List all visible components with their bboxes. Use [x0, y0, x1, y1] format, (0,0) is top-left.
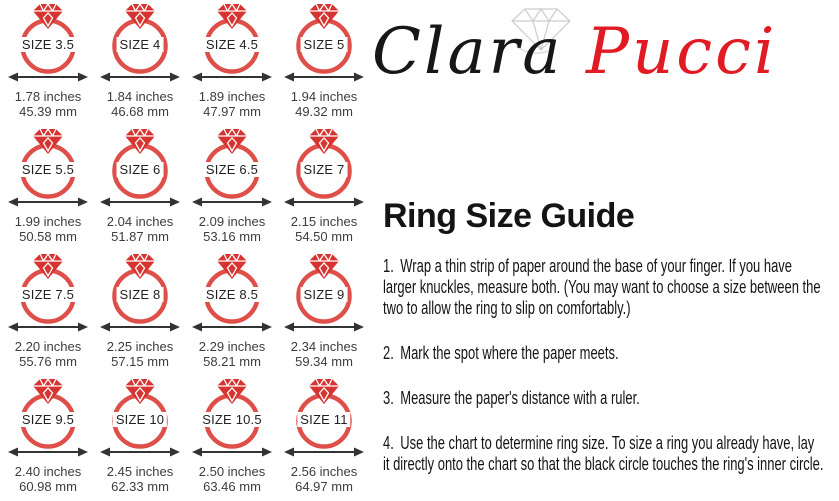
ring-size-cell — [2, 377, 94, 501]
width-arrow-icon — [100, 198, 180, 207]
step-4 — [383, 433, 824, 475]
instructions — [383, 256, 824, 499]
step-4-text: Use the chart to determine ring size. To size a ring you already have, lay it directly onto the chart so that the black circle touches the ring's inner circle. — [383, 433, 824, 474]
ring-grid — [2, 2, 370, 501]
ring-size-cell — [94, 252, 186, 377]
ring-measurements — [107, 339, 174, 369]
ring-inches-value: 2.34 inches — [290, 339, 358, 354]
ring-inches-value: 1.89 inches — [198, 89, 266, 104]
width-arrow-icon — [8, 448, 88, 457]
step-3-text: Measure the paper's distance with a ruler. — [400, 388, 640, 408]
ring-size-label: SIZE 10 — [113, 412, 167, 427]
width-arrow-icon — [192, 198, 272, 207]
ring-size-cell — [2, 127, 94, 252]
ring-illustration — [186, 252, 278, 336]
step-3 — [383, 388, 824, 409]
ring-size-cell — [186, 252, 278, 377]
ring-illustration — [278, 377, 370, 461]
ring-size-cell — [94, 377, 186, 501]
step-2 — [383, 343, 824, 364]
ring-measurements — [15, 339, 82, 369]
ring-measurements — [15, 464, 82, 494]
ring-illustration — [186, 127, 278, 211]
ring-illustration — [2, 252, 94, 336]
ring-mm-value: 57.15 mm — [111, 354, 169, 369]
ring-measurements — [199, 214, 266, 244]
ring-illustration — [2, 127, 94, 211]
ring-size-label: SIZE 8 — [117, 287, 164, 302]
width-arrow-icon — [284, 448, 364, 457]
ring-size-label: SIZE 8.5 — [203, 287, 261, 302]
ring-size-cell — [2, 252, 94, 377]
ring-size-cell — [186, 2, 278, 127]
width-arrow-icon — [192, 448, 272, 457]
ring-mm-value: 62.33 mm — [111, 479, 169, 494]
ring-illustration — [2, 2, 94, 86]
brand-name-clara: Clara — [372, 15, 564, 89]
ring-mm-value: 64.97 mm — [295, 479, 353, 494]
ring-mm-value: 58.21 mm — [203, 354, 261, 369]
ring-mm-value: 45.39 mm — [19, 104, 77, 119]
ring-measurements — [107, 214, 174, 244]
ring-mm-value: 63.46 mm — [203, 479, 261, 494]
ring-mm-value: 54.50 mm — [295, 229, 353, 244]
ring-size-label: SIZE 4.5 — [203, 37, 261, 52]
step-3-number: 3. — [383, 388, 394, 408]
ring-size-cell — [186, 377, 278, 501]
ring-size-label: SIZE 7.5 — [19, 287, 77, 302]
ring-size-label: SIZE 6.5 — [203, 162, 261, 177]
ring-illustration — [94, 377, 186, 461]
width-arrow-icon — [8, 323, 88, 332]
ring-size-cell — [186, 127, 278, 252]
ring-measurements — [199, 339, 266, 369]
ring-size-label: SIZE 5.5 — [19, 162, 77, 177]
ring-size-cell — [94, 2, 186, 127]
step-2-number: 2. — [383, 343, 394, 363]
ring-mm-value: 60.98 mm — [19, 479, 77, 494]
ring-illustration — [94, 127, 186, 211]
ring-mm-value: 47.97 mm — [203, 104, 261, 119]
ring-measurements — [15, 214, 82, 244]
ring-mm-value: 51.87 mm — [111, 229, 169, 244]
ring-size-cell — [278, 2, 370, 127]
ring-measurements — [291, 214, 358, 244]
width-arrow-icon — [284, 73, 364, 82]
ring-inches-value: 2.25 inches — [106, 339, 174, 354]
ring-inches-value: 1.78 inches — [14, 89, 82, 104]
step-2-text: Mark the spot where the paper meets. — [400, 343, 619, 363]
ring-size-cell — [278, 377, 370, 501]
ring-size-cell — [94, 127, 186, 252]
ring-illustration — [186, 377, 278, 461]
ring-size-cell — [2, 2, 94, 127]
ring-inches-value: 2.56 inches — [290, 464, 358, 479]
ring-inches-value: 2.40 inches — [14, 464, 82, 479]
ring-inches-value: 1.99 inches — [14, 214, 82, 229]
ring-measurements — [199, 89, 266, 119]
step-1-number: 1. — [383, 256, 394, 276]
ring-mm-value: 46.68 mm — [111, 104, 169, 119]
ring-illustration — [94, 252, 186, 336]
ring-measurements — [199, 464, 266, 494]
ring-size-label: SIZE 9 — [301, 287, 348, 302]
width-arrow-icon — [284, 198, 364, 207]
ring-mm-value: 50.58 mm — [19, 229, 77, 244]
width-arrow-icon — [284, 323, 364, 332]
ring-measurements — [15, 89, 82, 119]
ring-illustration — [94, 2, 186, 86]
step-1 — [383, 256, 824, 319]
width-arrow-icon — [100, 323, 180, 332]
ring-inches-value: 2.50 inches — [198, 464, 266, 479]
page-title: Ring Size Guide — [383, 197, 635, 235]
ring-size-label: SIZE 3.5 — [19, 37, 77, 52]
ring-inches-value: 2.04 inches — [106, 214, 174, 229]
step-1-text: Wrap a thin strip of paper around the base of your finger. If you have larger knuckles, measure both. (You may want to choose a size between the two to allow the ring to slip on comfortably.) — [383, 256, 821, 318]
width-arrow-icon — [192, 73, 272, 82]
ring-inches-value: 1.94 inches — [290, 89, 358, 104]
ring-measurements — [291, 464, 358, 494]
ring-inches-value: 2.20 inches — [14, 339, 82, 354]
ring-size-label: SIZE 9.5 — [19, 412, 77, 427]
ring-size-label: SIZE 6 — [117, 162, 164, 177]
ring-size-label: SIZE 4 — [117, 37, 164, 52]
brand-logo — [370, 8, 832, 100]
ring-mm-value: 49.32 mm — [295, 104, 353, 119]
ring-measurements — [291, 89, 358, 119]
width-arrow-icon — [8, 198, 88, 207]
ring-mm-value: 59.34 mm — [295, 354, 353, 369]
ring-inches-value: 2.29 inches — [198, 339, 266, 354]
ring-illustration — [278, 2, 370, 86]
brand-name-pucci: Pucci — [586, 15, 778, 89]
ring-size-label: SIZE 10.5 — [199, 412, 265, 427]
ring-inches-value: 1.84 inches — [106, 89, 174, 104]
ring-measurements — [107, 464, 174, 494]
ring-size-cell — [278, 127, 370, 252]
ring-inches-value: 2.45 inches — [106, 464, 174, 479]
ring-inches-value: 2.15 inches — [290, 214, 358, 229]
width-arrow-icon — [100, 448, 180, 457]
ring-size-label: SIZE 7 — [301, 162, 348, 177]
ring-mm-value: 53.16 mm — [203, 229, 261, 244]
ring-measurements — [291, 339, 358, 369]
ring-illustration — [278, 252, 370, 336]
ring-illustration — [2, 377, 94, 461]
width-arrow-icon — [8, 73, 88, 82]
ring-size-cell — [278, 252, 370, 377]
ring-measurements — [107, 89, 174, 119]
ring-size-label: SIZE 11 — [297, 412, 350, 427]
width-arrow-icon — [100, 73, 180, 82]
step-4-number: 4. — [383, 433, 394, 453]
ring-mm-value: 55.76 mm — [19, 354, 77, 369]
ring-illustration — [278, 127, 370, 211]
ring-size-label: SIZE 5 — [301, 37, 348, 52]
ring-illustration — [186, 2, 278, 86]
ring-inches-value: 2.09 inches — [198, 214, 266, 229]
width-arrow-icon — [192, 323, 272, 332]
